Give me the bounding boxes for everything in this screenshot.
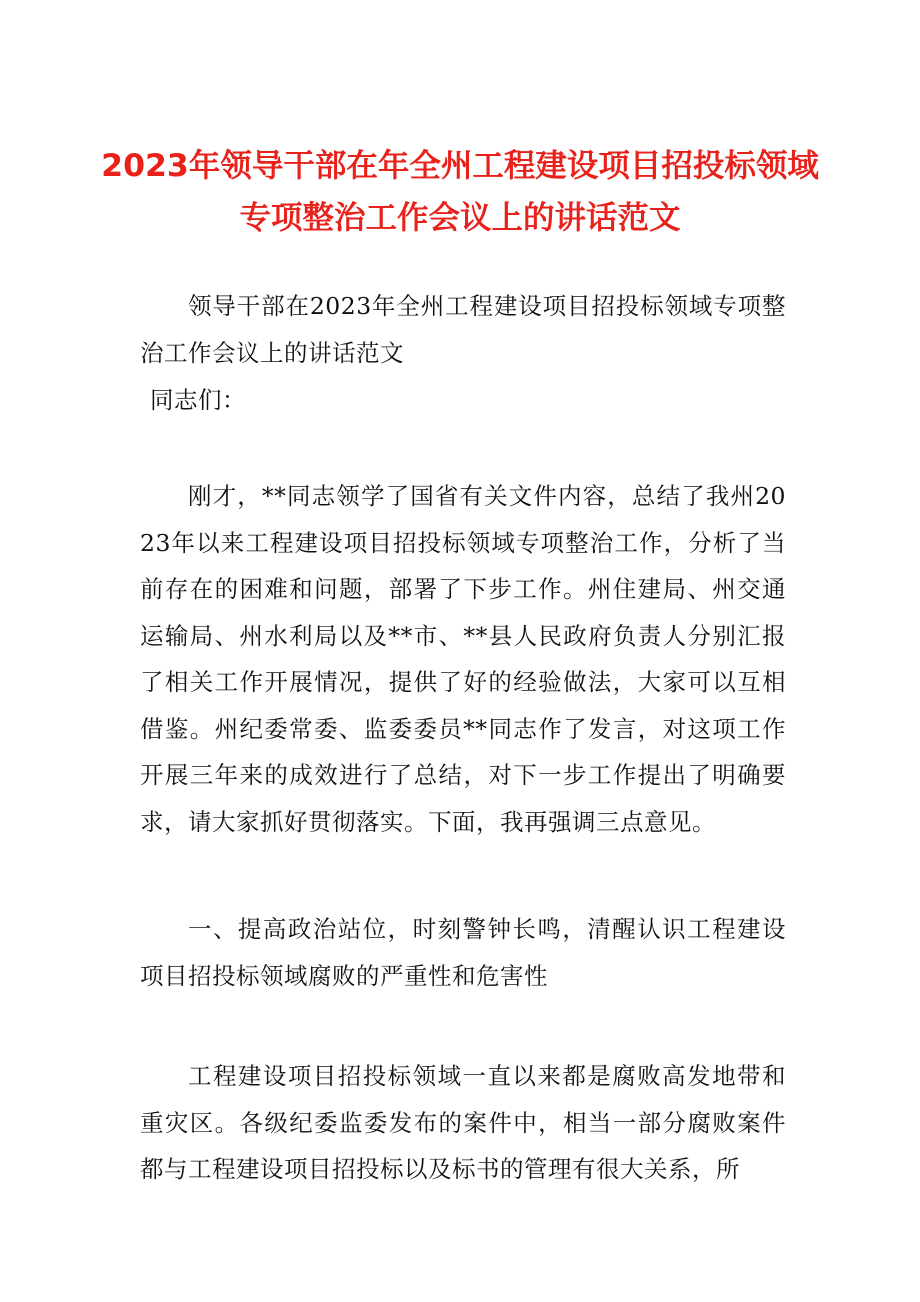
paragraph-1: 刚才，**同志领学了国省有关文件内容，总结了我州2023年以来工程建设项目招投标领域专项整治工作，分析了当前存在的困难和问题，部署了下步工作。州住建局、州交通运输局、州水利局以及**市、**县人民政府负责人分别汇报了相关工作开展情况，提供了好的经验做法，大家可以互相借鉴。州纪委常委、监委委员**同志作了发言，对这项工作开展三年来的成效进行了总结，对下一步工作提出了明确要求，请大家抓好贯彻落实。下面，我再强调三点意见。	[140, 482, 786, 836]
salutation: 同志们：	[150, 386, 246, 414]
document-subtitle: 领导干部在2023年全州工程建设项目招投标领域专项整治工作会议上的讲话范文	[140, 292, 786, 367]
section-heading-1: 一、提高政治站位，时刻警钟长鸣，清醒认识工程建设项目招投标领域腐败的严重性和危害性	[140, 915, 786, 990]
paragraph-2: 工程建设项目招投标领域一直以来都是腐败高发地带和重灾区。各级纪委监委发布的案件中，相当一部分腐败案件都与工程建设项目招投标以及标书的管理有很大关系，所	[140, 1062, 786, 1183]
document-title: 2023年领导干部在年全州工程建设项目招投标领域专项整治工作会议上的讲话范文	[101, 148, 819, 236]
